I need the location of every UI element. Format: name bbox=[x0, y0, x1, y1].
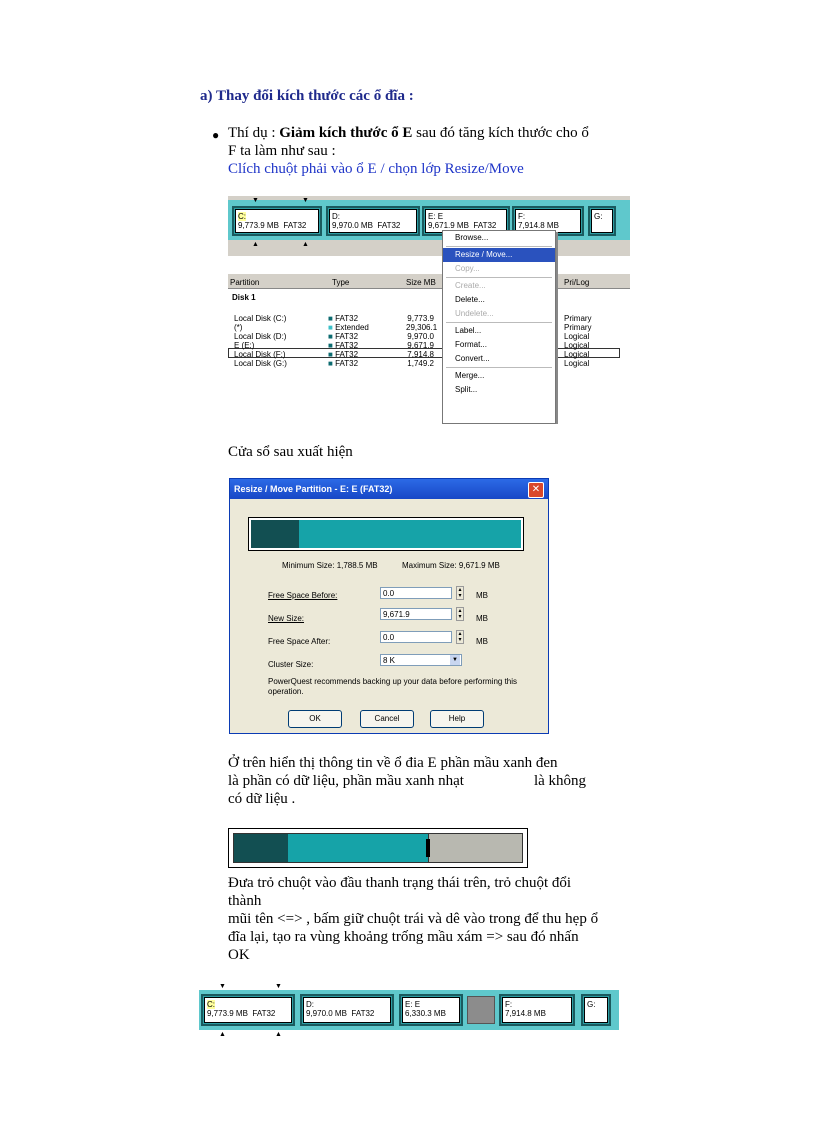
instruction-text: Clích chuột phải vào ổ E / chọn lớp Resize/Move bbox=[228, 161, 524, 177]
table-row[interactable] bbox=[234, 314, 287, 368]
partition-screenshot bbox=[228, 196, 630, 424]
row-name: Local Disk (D:) bbox=[234, 332, 287, 341]
menu-item-undelete[interactable]: Undelete... bbox=[455, 309, 494, 318]
menu-item-convert[interactable]: Convert... bbox=[455, 354, 490, 363]
partition-letter: E: E bbox=[405, 1000, 421, 1009]
partition-f[interactable] bbox=[499, 994, 575, 1026]
partition-d[interactable] bbox=[300, 994, 394, 1026]
instr-line-2: thành bbox=[228, 893, 262, 909]
desc-line-3: có dữ liệu . bbox=[228, 791, 296, 807]
menu-item-delete[interactable]: Delete... bbox=[455, 295, 485, 304]
cluster-size-label: Cluster Size: bbox=[268, 660, 314, 669]
row-prilog: Logical bbox=[564, 350, 590, 359]
free-before-label: Free Space Before: bbox=[268, 591, 338, 600]
example-paragraph bbox=[228, 124, 648, 178]
chevron-down-icon[interactable]: ▼ bbox=[450, 655, 460, 665]
instr-line-5: OK bbox=[228, 947, 250, 963]
size-column bbox=[406, 314, 438, 368]
max-size-label: Maximum Size: bbox=[402, 561, 457, 570]
spinner-icon[interactable]: ▴ ▾ bbox=[456, 586, 464, 600]
partition-letter: C: bbox=[238, 212, 246, 221]
partition-fs: FAT32 bbox=[351, 1009, 375, 1018]
desc-line-1: Ở trên hiển thị thông tin về ổ đia E phần mầu xanh đen bbox=[228, 755, 558, 771]
menu-item-split[interactable]: Split... bbox=[455, 385, 478, 394]
row-type: FAT32 bbox=[335, 350, 359, 359]
partition-letter: F: bbox=[518, 212, 526, 221]
new-size-input[interactable]: 9,671.9 bbox=[380, 608, 452, 620]
example-line2: F ta làm như sau : bbox=[228, 143, 336, 159]
free-before-input[interactable]: 0.0 bbox=[380, 587, 452, 599]
unallocated-space[interactable] bbox=[467, 996, 495, 1024]
min-size-label: Minimum Size: bbox=[282, 561, 335, 570]
marker-icon: ▼ bbox=[252, 196, 259, 204]
row-name: Local Disk (G:) bbox=[234, 359, 287, 368]
partition-fs: FAT32 bbox=[252, 1009, 276, 1018]
row-type: FAT32 bbox=[335, 341, 359, 350]
caption-window-appears: Cửa sổ sau xuất hiện bbox=[228, 444, 353, 460]
prilog-column bbox=[564, 314, 592, 368]
bar-used-region bbox=[234, 834, 288, 862]
partition-size: 9,970.0 MB bbox=[306, 1009, 347, 1018]
max-size-value: 9,671.9 MB bbox=[458, 561, 500, 570]
free-after-label: Free Space After: bbox=[268, 637, 331, 646]
menu-item-format[interactable]: Format... bbox=[455, 340, 488, 349]
row-prilog: Logical bbox=[564, 359, 590, 368]
partition-size: 9,773.9 MB bbox=[238, 221, 279, 230]
example-bold: Giảm kích thước ổ E bbox=[279, 125, 413, 141]
partition-fs: FAT32 bbox=[473, 221, 497, 230]
row-type: Extended bbox=[335, 323, 369, 332]
partition-letter: G: bbox=[587, 1000, 596, 1009]
spinner-icon[interactable]: ▴ ▾ bbox=[456, 607, 464, 621]
col-partition[interactable]: Partition bbox=[230, 278, 260, 287]
partition-c[interactable] bbox=[201, 994, 295, 1026]
unit-label: MB bbox=[476, 637, 488, 646]
partition-size: 6,330.3 MB bbox=[405, 1009, 446, 1018]
row-size: 9,773.9 bbox=[407, 314, 434, 323]
row-type: FAT32 bbox=[335, 359, 359, 368]
row-name: Local Disk (F:) bbox=[234, 350, 286, 359]
partition-fs: FAT32 bbox=[283, 221, 307, 230]
partition-size: 7,914.8 MB bbox=[505, 1009, 546, 1018]
partition-g[interactable] bbox=[581, 994, 611, 1026]
menu-item-merge[interactable]: Merge... bbox=[455, 371, 485, 380]
partition-e[interactable] bbox=[399, 994, 463, 1026]
marker-icon: ▲ bbox=[275, 1030, 282, 1038]
note-line-2: operation. bbox=[268, 687, 304, 696]
menu-separator bbox=[446, 322, 552, 323]
desc-line-2a: là phần có dữ liệu, phần mầu xanh nhạt bbox=[228, 773, 464, 789]
cluster-size-value: 8 K bbox=[383, 656, 396, 665]
min-size-value: 1,788.5 MB bbox=[336, 561, 378, 570]
partition-size: 9,671.9 MB bbox=[428, 221, 469, 230]
partition-size: 9,773.9 MB bbox=[207, 1009, 248, 1018]
fs-icon: ■ bbox=[328, 332, 333, 341]
marker-icon: ▲ bbox=[302, 240, 309, 248]
row-size: 29,306.1 bbox=[406, 323, 438, 332]
partition-letter: D: bbox=[332, 212, 340, 221]
marker-icon: ▼ bbox=[219, 982, 226, 990]
desc-line-2b: là không bbox=[533, 773, 587, 789]
instr-line-1: Đưa trỏ chuột vào đầu thanh trạng thái trên, trỏ chuột đổi bbox=[228, 875, 572, 891]
example-rest: sau đó tăng kích thước cho ổ bbox=[412, 125, 589, 141]
row-size: 1,749.2 bbox=[407, 359, 434, 368]
row-type: FAT32 bbox=[335, 332, 359, 341]
partition-size: 7,914.8 MB bbox=[518, 221, 559, 230]
example-prefix: Thí dụ : bbox=[228, 125, 280, 141]
partition-size-bar[interactable] bbox=[248, 517, 524, 551]
resize-handle[interactable] bbox=[426, 839, 430, 857]
max-size-text bbox=[402, 561, 500, 570]
unit-label: MB bbox=[476, 591, 488, 600]
fs-icon: ■ bbox=[328, 350, 333, 359]
menu-item-browse[interactable]: Browse... bbox=[455, 233, 489, 242]
backup-note bbox=[268, 677, 538, 697]
row-prilog: Logical bbox=[564, 332, 590, 341]
note-line-1: PowerQuest recommends backing up your data before performing this bbox=[268, 677, 518, 686]
description-paragraph bbox=[228, 754, 628, 808]
row-prilog: Primary bbox=[564, 314, 592, 323]
fs-icon: ■ bbox=[328, 323, 333, 332]
fs-icon: ■ bbox=[328, 359, 333, 368]
bar-used-region bbox=[251, 520, 299, 548]
partition-g[interactable] bbox=[588, 206, 616, 236]
row-name: Local Disk (C:) bbox=[234, 314, 287, 323]
row-size: 9,671.9 bbox=[407, 341, 434, 350]
context-menu bbox=[442, 230, 556, 424]
bullet-dot: ● bbox=[212, 128, 220, 142]
partition-d[interactable] bbox=[326, 206, 420, 236]
marker-icon: ▼ bbox=[275, 982, 282, 990]
row-name: E (E:) bbox=[234, 341, 255, 350]
row-name: (*) bbox=[234, 323, 243, 332]
partition-letter: C: bbox=[207, 1000, 215, 1009]
resize-move-dialog bbox=[229, 478, 549, 734]
unit-label: MB bbox=[476, 614, 488, 623]
disk-label: Disk 1 bbox=[232, 293, 256, 302]
menu-item-create[interactable]: Create... bbox=[455, 281, 486, 290]
close-icon[interactable]: ✕ bbox=[528, 482, 544, 498]
free-after-input[interactable]: 0.0 bbox=[380, 631, 452, 643]
instr-line-3: mũi tên <=> , bấm giữ chuột trái và dê vào trong để thu hẹp ổ bbox=[228, 911, 599, 927]
partition-letter: E: E bbox=[428, 212, 444, 221]
row-size: 9,970.0 bbox=[407, 332, 434, 341]
partition-letter: F: bbox=[505, 1000, 513, 1009]
menu-item-copy[interactable]: Copy... bbox=[455, 264, 480, 273]
col-type[interactable]: Type bbox=[332, 278, 350, 287]
instructions-paragraph bbox=[228, 874, 638, 964]
fs-icon: ■ bbox=[328, 314, 333, 323]
menu-separator bbox=[446, 367, 552, 368]
instr-line-4: đĩa lại, tạo ra vùng khoảng trống mầu xám => sau đó nhấn bbox=[228, 929, 579, 945]
partition-size: 9,970.0 MB bbox=[332, 221, 373, 230]
partition-fs: FAT32 bbox=[377, 221, 401, 230]
min-size-text bbox=[282, 561, 378, 570]
spinner-icon[interactable]: ▴ ▾ bbox=[456, 630, 464, 644]
row-type: FAT32 bbox=[335, 314, 359, 323]
menu-item-resize-move[interactable]: Resize / Move... bbox=[443, 248, 555, 262]
cancel-button[interactable]: Cancel bbox=[360, 710, 414, 728]
marker-icon: ▼ bbox=[302, 196, 309, 204]
partition-letter: D: bbox=[306, 1000, 314, 1009]
section-heading: a) Thay đổi kích thước các ổ đĩa : bbox=[200, 88, 414, 104]
shrink-bar-screenshot bbox=[228, 828, 528, 868]
menu-separator bbox=[446, 277, 552, 278]
help-button[interactable]: Help bbox=[430, 710, 484, 728]
dialog-title: Resize / Move Partition - E: E (FAT32) bbox=[230, 479, 548, 499]
fs-icon: ■ bbox=[328, 341, 333, 350]
type-column bbox=[328, 314, 369, 368]
partition-c[interactable] bbox=[232, 206, 322, 236]
final-disk-map bbox=[199, 982, 619, 1040]
new-size-label: New Size: bbox=[268, 614, 305, 623]
row-size: 7,914.8 bbox=[407, 350, 434, 359]
row-prilog: Primary bbox=[564, 323, 592, 332]
menu-separator bbox=[446, 246, 552, 247]
partition-letter: G: bbox=[594, 212, 603, 221]
ok-button[interactable]: OK bbox=[288, 710, 342, 728]
cluster-size-select[interactable] bbox=[380, 654, 462, 666]
marker-icon: ▲ bbox=[219, 1030, 226, 1038]
col-size[interactable]: Size MB bbox=[406, 278, 436, 287]
marker-icon: ▲ bbox=[252, 240, 259, 248]
menu-item-label[interactable]: Label... bbox=[455, 326, 482, 335]
col-prilog[interactable]: Pri/Log bbox=[564, 278, 590, 287]
row-prilog: Logical bbox=[564, 341, 590, 350]
